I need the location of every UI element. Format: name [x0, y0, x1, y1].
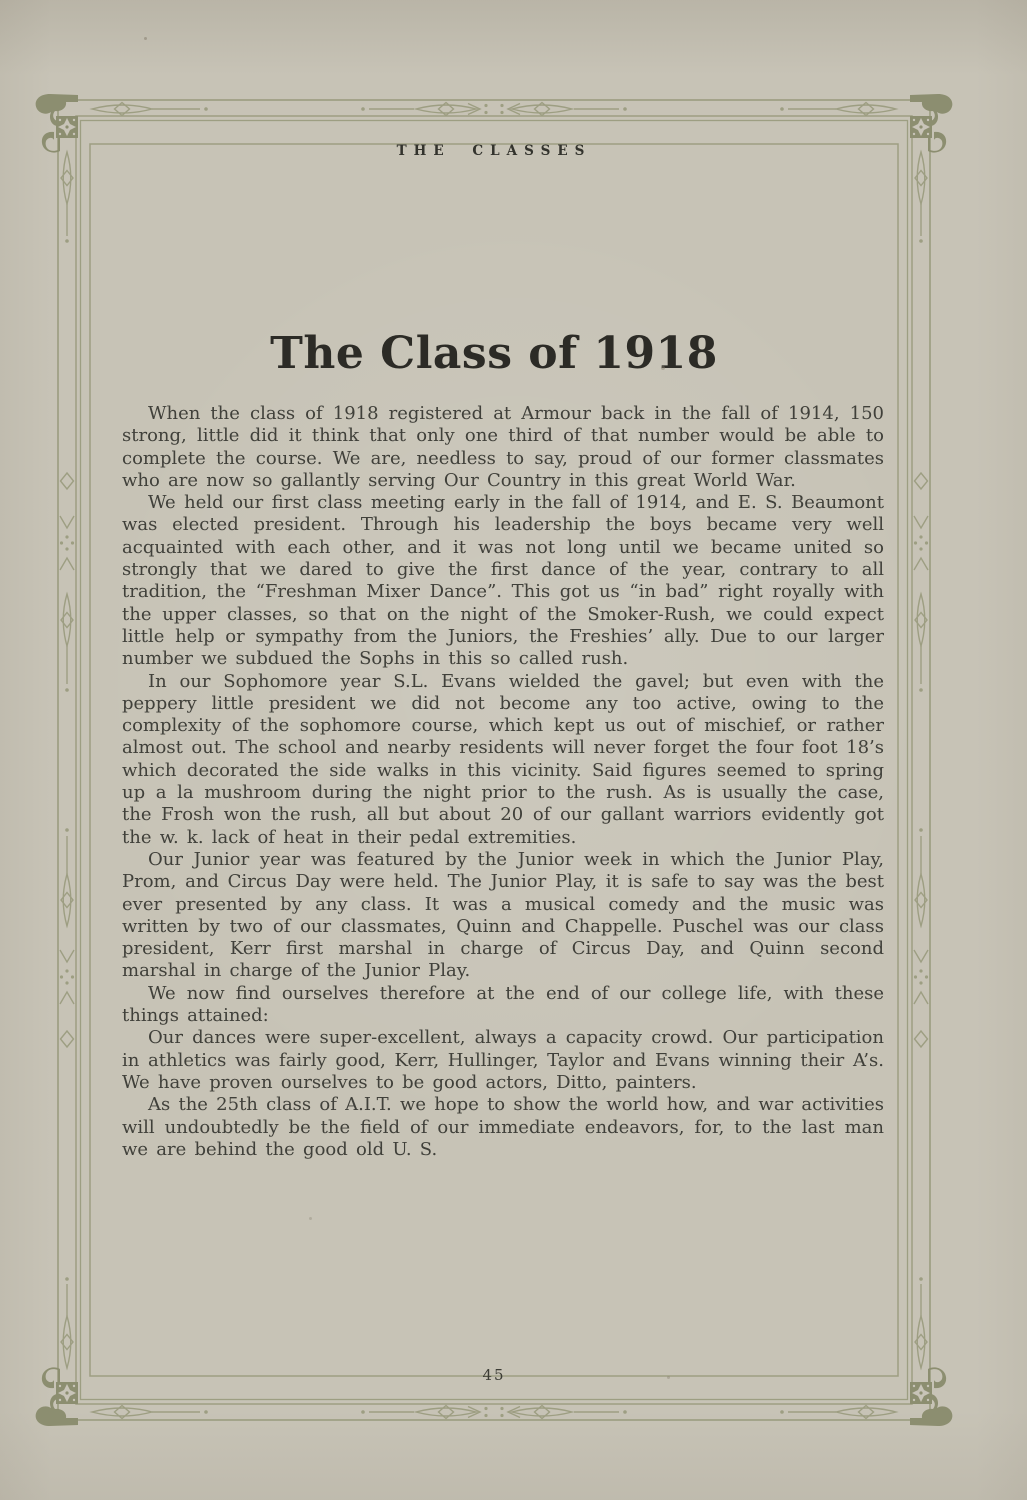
- paragraph: We held our first class meeting early in the fall of 1914, and E. S. Beaumont was elected president. Through his leadership the boys became very well acquainted with each other, and it was not long until we became united so strongly that we dared to give the first dance of the year, contrary to all tradition, the “Freshman Mixer Dance”. This got us “in bad” right royally with the upper classes, so that on the night of the Smoker-Rush, we could expect little help or sympathy from the Juniors, the Freshies’ ally. Due to our larger number we subdued the Sophs in this so called rush.: [122, 492, 884, 670]
- page-number: 45: [482, 1366, 506, 1384]
- dust-speck: [667, 1376, 670, 1379]
- paragraph: When the class of 1918 registered at Armour back in the fall of 1914, 150 strong, little did it think that only one third of that number would be able to complete the course. We are, needless to say, proud of our former classmates who are now so gallantly serving Our Country in this great World War.: [122, 403, 884, 491]
- paragraph: As the 25th class of A.I.T. we hope to show the world how, and war activities will undoubtedly be the field of our immediate endeavors, for, to the last man we are behind the good old U. S.: [122, 1094, 884, 1160]
- paragraph: In our Sophomore year S.L. Evans wielded the gavel; but even with the peppery little president we did not become any too active, owing to the complexity of the sophomore course, which kept us out of mischief, or rather almost out. The school and nearby residents will never forget the four foot 18’s which decorated the side walks in this vicinity. Said figures seemed to spring up a la mushroom during the night prior to the rush. As is usually the case, the Frosh won the rush, all but about 20 of our gallant warriors evidently got the w. k. lack of heat in their pedal extremities.: [122, 670, 884, 848]
- paragraph: Our dances were super-excellent, always a capacity crowd. Our participation in athletics was fairly good, Kerr, Hullinger, Taylor and Evans winning their A’s. We have proven ourselves to be good actors, Ditto, painters.: [122, 1027, 884, 1093]
- paragraph: Our Junior year was featured by the Junior week in which the Junior Play, Prom, and Circus Day were held. The Junior Play, it is safe to say was the best ever presented by any class. It was a musical comedy and the music was written by two of our classmates, Quinn and Chappelle. Puschel was our class president, Kerr first marshal in charge of Circus Day, and Quinn second marshal in charge of the Junior Play.: [122, 848, 884, 982]
- running-head: THE CLASSES: [396, 143, 592, 159]
- dust-speck: [661, 366, 665, 370]
- page-title: The Class of 1918: [270, 328, 718, 379]
- body-text: [122, 403, 884, 1161]
- dust-speck: [144, 37, 147, 40]
- dust-speck: [309, 1217, 312, 1220]
- paragraph: We now find ourselves therefore at the end of our college life, with these things attained:: [122, 982, 884, 1027]
